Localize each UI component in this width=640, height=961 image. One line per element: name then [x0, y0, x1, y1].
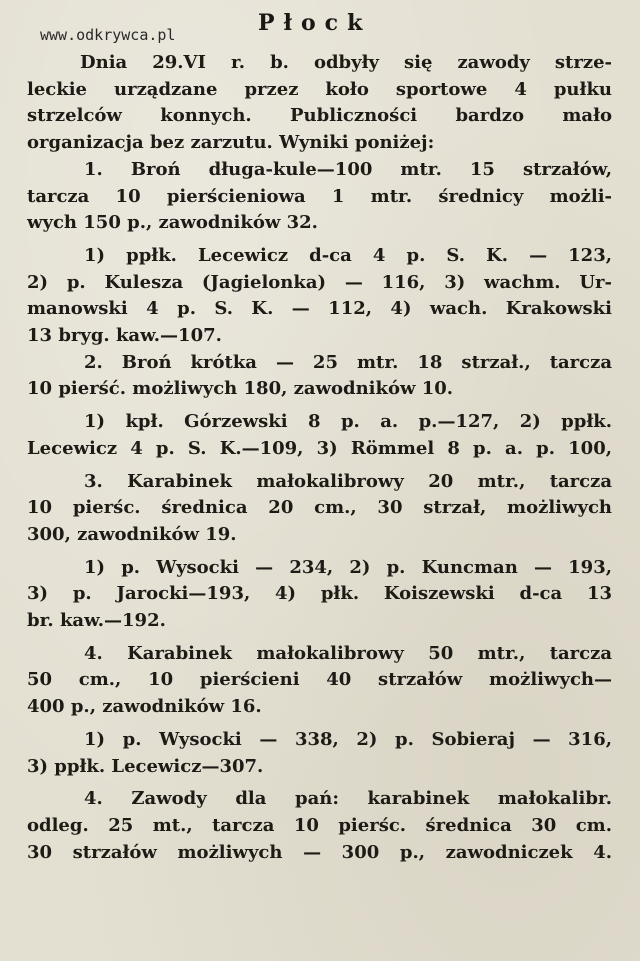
paragraph [27, 727, 612, 780]
text-line: leckie urządzane przez koło sportowe 4 pułku [27, 78, 612, 100]
text-line: 50 cm., 10 pierścieni 40 strzałów możliwych— [27, 669, 612, 691]
text-line: 3. Karabinek małokalibrowy 20 mtr., tarcza [84, 470, 612, 492]
text-line: Dnia 29.VI r. b. odbyły się zawody strze- [80, 52, 612, 73]
text-line: 3) p. Jarocki—193, 4) płk. Koiszewski d-ca 13 [27, 583, 612, 605]
paragraph [27, 50, 612, 157]
text-line: 400 p., zawodników 16. [27, 696, 262, 718]
text-line: Lecewicz 4 p. S. K.—109, 3) Römmel 8 p. a. p. 100, [27, 437, 612, 459]
paragraph [27, 641, 612, 721]
text-line: 2) p. Kulesza (Jagielonka) — 116, 3) wachm. Ur- [27, 271, 612, 293]
text-line: 1) p. Wysocki — 338, 2) p. Sobieraj — 316, [84, 728, 612, 750]
text-line: 4. Karabinek małokalibrowy 50 mtr., tarcza [84, 642, 612, 664]
text-line: 2. Broń krótka — 25 mtr. 18 strzał., tarcza [84, 351, 612, 373]
paragraph [27, 157, 612, 237]
paragraph [27, 555, 612, 635]
text-line: wych 150 p., zawodników 32. [27, 212, 318, 234]
text-line: odleg. 25 mt., tarcza 10 pierśc. średnica 30 cm. [27, 814, 612, 836]
article-body [27, 50, 612, 866]
text-line: 10 pierść. możliwych 180, zawodników 10. [27, 378, 454, 400]
text-line: 3) ppłk. Lecewicz—307. [27, 755, 264, 777]
text-line: 10 pierśc. średnica 20 cm., 30 strzał, możliwych [27, 497, 612, 519]
text-line: manowski 4 p. S. K. — 112, 4) wach. Krakowski [27, 298, 612, 320]
text-line: strzelców konnych. Publiczności bardzo mało [27, 105, 612, 127]
text-line: 13 bryg. kaw.—107. [27, 325, 222, 347]
watermark: www.odkrywca.pl [40, 26, 176, 44]
text-line: 1) ppłk. Lecewicz d-ca 4 p. S. K. — 123, [84, 244, 612, 266]
text-line: br. kaw.—192. [27, 610, 166, 632]
text-line: 1. Broń długa-kule—100 mtr. 15 strzałów, [84, 158, 612, 180]
article-title: Płock [258, 10, 372, 36]
text-line: 300, zawodników 19. [27, 523, 237, 545]
paragraph [27, 409, 612, 462]
text-line: organizacja bez zarzutu. Wyniki poniżej: [27, 132, 435, 154]
text-line: 1) p. Wysocki — 234, 2) p. Kuncman — 193, [84, 556, 612, 578]
text-line: 1) kpł. Górzewski 8 p. a. p.—127, 2) ppłk. [84, 411, 612, 433]
paragraph [27, 786, 612, 866]
paragraph [27, 243, 612, 350]
paragraph [27, 350, 612, 403]
text-line: tarcza 10 pierścieniowa 1 mtr. średnicy możli- [27, 185, 612, 207]
text-line: 30 strzałów możliwych — 300 p., zawodniczek 4. [27, 841, 612, 863]
text-line: 4. Zawody dla pań: karabinek małokalibr. [84, 788, 612, 810]
paragraph [27, 469, 612, 549]
